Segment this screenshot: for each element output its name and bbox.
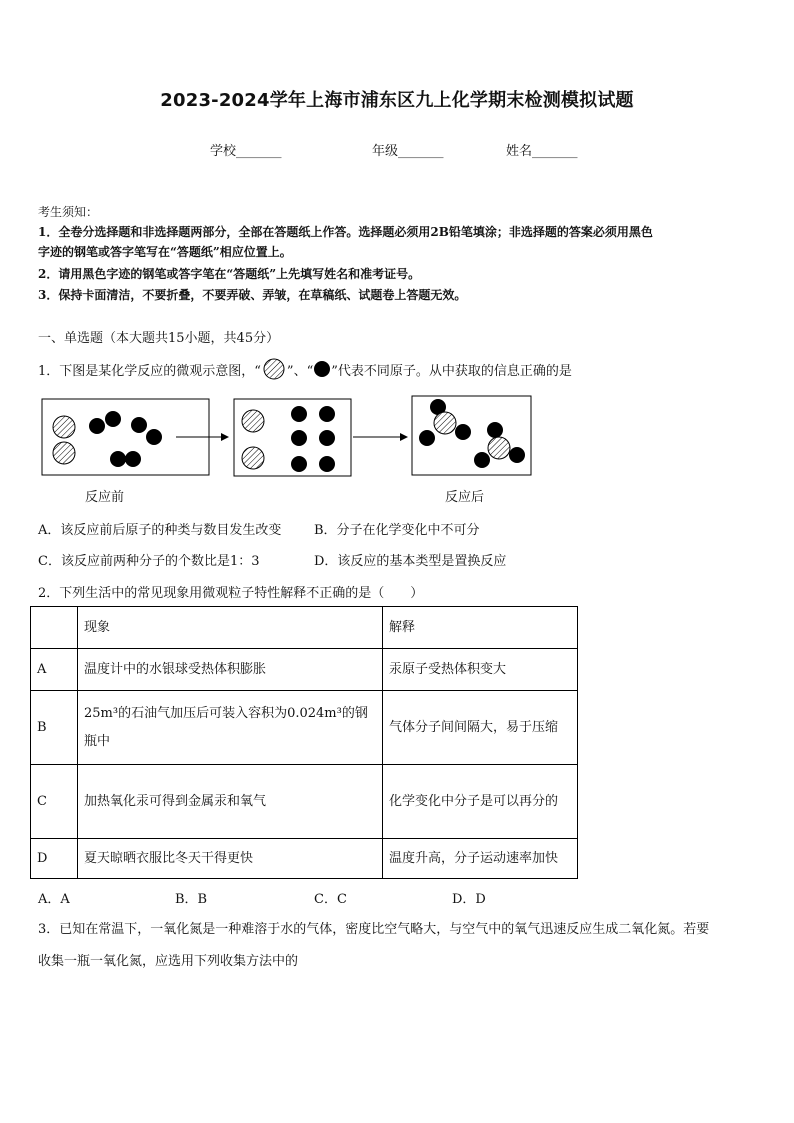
notice-heading: 考生须知： [38,205,99,219]
arrow-head-icon [400,433,408,441]
arrow-head-icon [221,433,229,441]
atom [474,452,490,468]
q1-option-a: A．该反应前后原子的种类与数目发生改变 [38,523,282,538]
q1-stem [38,358,572,380]
hatched-atom-legend [264,359,284,379]
q1-option-c: C．该反应前两种分子的个数比是1：3 [38,554,260,569]
notice-line-1b: 字迹的钢笔或答字笔写在“答题纸”相应位置上。 [38,245,292,259]
name-field: 姓名_______ [506,144,578,159]
black-atom-legend [314,361,330,377]
atom [319,456,335,472]
q2-stem: 2．下列生活中的常见现象用微观粒子特性解释不正确的是（ ） [38,586,424,601]
atom [131,417,147,433]
q2-table [30,606,578,879]
row-key: D [31,839,78,879]
q3-stem-line-2: 收集一瓶一氧化氮，应选用下列收集方法中的 [38,954,299,969]
page-title: 2023-2024学年上海市浦东区九上化学期末检测模拟试题 [160,90,634,111]
atom [89,418,105,434]
atom [146,429,162,445]
q1-option-d: D．该反应的基本类型是置换反应 [314,554,507,569]
section-heading: 一、单选题（本大题共15小题，共45分） [38,331,280,346]
q1-stem-part-c: ”代表不同原子。从中获取的信息正确的是 [331,363,572,379]
black-atom-icon [313,360,331,378]
row-phenomenon: 25m³的石油气加压后可装入容积为0.024m³的钢瓶中 [78,691,383,765]
q1-stem-part-a: 1．下图是某化学反应的微观示意图，“ [38,363,261,379]
hatched-atom-icon [261,358,287,380]
table-row [31,691,578,765]
label-before: 反应前 [85,490,125,505]
atom [488,437,510,459]
atom [242,410,264,432]
notice-line-2: 2．请用黑色字迹的钢笔或答字笔在“答题纸”上先填写姓名和准考证号。 [38,267,421,281]
atom [291,406,307,422]
atom [53,442,75,464]
atom [319,430,335,446]
q2-option-d: D．D [452,892,486,907]
atom [419,430,435,446]
atom [434,412,456,434]
q2-option-c: C．C [314,892,347,907]
notice-line-1: 1．全卷分选择题和非选择题两部分，全部在答题纸上作答。选择题必须用2B铅笔填涂；非选择题的答案必须用黑色 [38,225,653,239]
q2-option-b: B．B [175,892,208,907]
table-row [31,649,578,691]
atom [487,422,503,438]
row-key: C [31,765,78,839]
notice-line-3: 3．保持卡面清洁，不要折叠，不要弄破、弄皱，在草稿纸、试题卷上答题无效。 [38,288,467,302]
school-field: 学校_______ [210,144,282,159]
atom [455,424,471,440]
atom [53,416,75,438]
atom [242,447,264,469]
row-key: B [31,691,78,765]
row-explanation: 汞原子受热体积变大 [383,649,578,691]
label-after: 反应后 [445,490,485,505]
atom [291,456,307,472]
atom [319,406,335,422]
table-header-cell: 解释 [383,607,578,649]
row-key: A [31,649,78,691]
atom [110,451,126,467]
atom [105,411,121,427]
table-header-cell [31,607,78,649]
row-explanation: 气体分子间间隔大，易于压缩 [383,691,578,765]
row-phenomenon: 夏天晾晒衣服比冬天干得更快 [78,839,383,879]
grade-field: 年级_______ [372,144,444,159]
q1-stem-part-b: ”、“ [286,363,314,379]
q2-option-a: A．A [38,892,70,907]
table-header-row [31,607,578,649]
row-phenomenon: 温度计中的水银球受热体积膨胀 [78,649,383,691]
atom [291,430,307,446]
reaction-diagram [38,392,538,484]
row-phenomenon: 加热氧化汞可得到金属汞和氧气 [78,765,383,839]
q3-stem-line-1: 3．已知在常温下，一氧化氮是一种难溶于水的气体，密度比空气略大，与空气中的氧气迅速反应生成二氧化氮。若要 [38,922,710,937]
table-header-cell: 现象 [78,607,383,649]
table-row [31,765,578,839]
q1-option-b: B．分子在化学变化中不可分 [314,523,480,538]
table-row [31,839,578,879]
row-explanation: 温度升高，分子运动速率加快 [383,839,578,879]
atom [509,447,525,463]
row-explanation: 化学变化中分子是可以再分的 [383,765,578,839]
atom [125,451,141,467]
